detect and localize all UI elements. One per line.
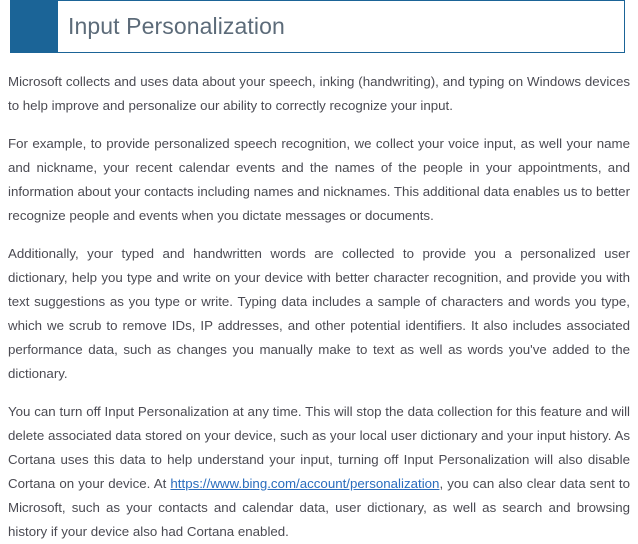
paragraph-turnoff bbox=[8, 400, 630, 544]
header-title-box bbox=[58, 0, 625, 53]
paragraph-turnoff-text-after: , you can also clear data sent to Microsoft, such as your contacts and calendar data, user dictionary, as well as search and browsing history if your device also had Cortana enabled. bbox=[8, 476, 630, 539]
page-header bbox=[10, 0, 625, 53]
body-content bbox=[0, 70, 638, 544]
paragraph-turnoff-text-before: You can turn off Input Personalization at any time. This will stop the data collection for this feature and will delete associated data stored on your device, such as your local user dictionary and your input history. As Cortana uses this data to help understand your input, turning off Input Personalization will also disable Cortana on your device. At bbox=[8, 404, 630, 491]
bing-personalization-link[interactable]: https://www.bing.com/account/personalization bbox=[170, 476, 440, 491]
paragraph-intro: Microsoft collects and uses data about your speech, inking (handwriting), and typing on Windows devices to help improve and personalize our ability to correctly recognize your input. bbox=[8, 74, 630, 113]
header-accent-block bbox=[10, 0, 58, 53]
paragraph-example: For example, to provide personalized speech recognition, we collect your voice input, as well your name and nickname, your recent calendar events and the names of the people in your appointments, and information about your contacts including names and nicknames. This additional data enables us to better recognize people and events when you dictate messages or documents. bbox=[8, 136, 630, 223]
page-title: Input Personalization bbox=[68, 13, 285, 39]
paragraph-typing: Additionally, your typed and handwritten words are collected to provide you a personalized user dictionary, help you type and write on your device with better character recognition, and provide you with text suggestions as you type or write. Typing data includes a sample of characters and words you type, which we scrub to remove IDs, IP addresses, and other potential identifiers. It also includes associated performance data, such as changes you manually make to text as well as words you've added to the dictionary. bbox=[8, 246, 630, 381]
